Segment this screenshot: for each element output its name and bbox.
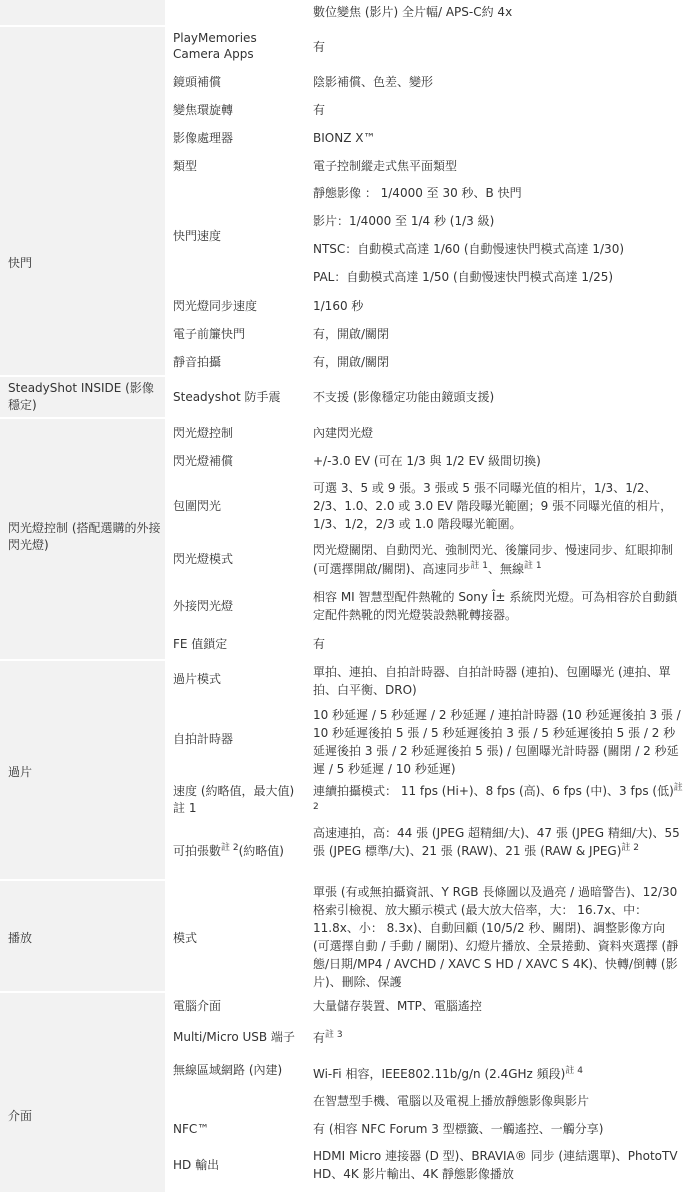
spec-label: 閃光燈同步速度 [173, 299, 258, 313]
spec-row-processor [165, 125, 700, 151]
spec-row-drive-mode [165, 661, 700, 703]
category-cell-interface [0, 993, 165, 1192]
spec-label: Multi/Micro USB 端子 [173, 1030, 295, 1044]
spec-value-text: 閃光燈關閉、自動閃光、強制閃光、後簾同步、慢速同步、紅眼抑制 (可選擇開啟/關閉)、高速同步 [313, 543, 674, 576]
footnote-ref: 註 4 [565, 1066, 583, 1076]
spec-label [173, 843, 303, 859]
spec-label [173, 783, 303, 817]
spec-label: Steadyshot 防手震 [173, 390, 281, 404]
spec-label-text: 可拍張數 [173, 844, 222, 858]
spec-row-speed [165, 779, 700, 821]
spec-value: 陰影補償、色差、變形 [313, 75, 434, 89]
spec-row-flash-control [165, 419, 700, 445]
spec-value: 內建閃光燈 [313, 426, 374, 440]
spec-label: 變焦環旋轉 [173, 103, 234, 117]
category-cell-flash [0, 419, 165, 659]
spec-value: BIONZ X™ [313, 131, 376, 145]
spec-row-steadyshot [165, 377, 700, 417]
spec-value [313, 782, 683, 820]
spec-value: 有，開啟/關閉 [313, 355, 390, 369]
spec-row-pc-interface [165, 993, 700, 1019]
spec-value-text: 連續拍攝模式： 11 fps (Hi+)、8 fps (高)、6 fps (中)、3 fps (低) [313, 784, 674, 798]
spec-row-efcs [165, 321, 700, 347]
spec-label: 模式 [173, 931, 198, 945]
footnote-ref: 註 1 [524, 561, 542, 571]
footnote-ref: 註 2 [221, 843, 239, 853]
spec-label: HD 輸出 [173, 1158, 220, 1172]
spec-label: 電腦介面 [173, 999, 222, 1013]
spec-label: 包圍閃光 [173, 499, 222, 513]
spec-value: 可選 3、5 或 9 張。3 張或 5 張不同曝光值的相片，1/3、1/2、2/3、1.0、2.0 或 3.0 EV 階段曝光範圍；9 張不同曝光值的相片，1/3、1/2，2/3 或 1.0 階段曝光範圍。 [313, 481, 673, 531]
spec-value [313, 824, 683, 860]
spec-label: 靜音拍攝 [173, 355, 222, 369]
category-label: 快門 [8, 256, 33, 270]
spec-row-wlan [165, 1057, 700, 1087]
spec-row-flash-mode [165, 537, 700, 581]
spec-value-text: 有 [313, 1031, 326, 1045]
spec-row-lens-comp [165, 69, 700, 95]
spec-row-fel [165, 631, 700, 659]
spec-row-self-timer [165, 705, 700, 777]
spec-label: 類型 [173, 159, 198, 173]
spec-value-text: Wi-Fi 相容，IEEE802.11b/g/n (2.4GHz 頻段) [313, 1067, 566, 1081]
spec-label: 電子前簾快門 [173, 327, 246, 341]
spec-value-movie: 影片：1/4000 至 1/4 秒 (1/3 級) [313, 214, 495, 228]
spec-value: 有 [313, 637, 326, 651]
spec-row-silent [165, 349, 700, 375]
spec-label: NFC™ [173, 1122, 210, 1136]
category-cell-top [0, 0, 165, 25]
spec-value-pal: PAL：自動模式高達 1/50 (自動慢速快門模式高達 1/25) [313, 270, 614, 284]
spec-label: 鏡頭補償 [173, 75, 222, 89]
spec-row-zoom-ring [165, 97, 700, 123]
spec-value: 有 (相容 NFC Forum 3 型標籤、一觸遙控、一觸分享) [313, 1122, 604, 1136]
spec-value: 不支援 (影像穩定功能由鏡頭支援) [313, 390, 495, 404]
spec-value: +/-3.0 EV (可在 1/3 與 1/2 EV 級間切換) [313, 454, 541, 468]
spec-value: 數位變焦 (影片) 全片幅/ APS-C約 4x [313, 5, 513, 19]
category-cell-steadyshot [0, 377, 165, 417]
spec-row-hdmi [165, 1145, 700, 1192]
spec-label: 影像處理器 [173, 131, 234, 145]
category-cell-shutter [0, 27, 165, 375]
spec-value-still: 靜態影像 ： 1/4000 至 30 秒、B 快門 [313, 186, 522, 200]
spec-value: HDMI Micro 連接器 (D 型)、BRAVIA® 同步 (連結選單)、PhotoTV HD、4K 影片輸出、4K 靜態影像播放 [313, 1149, 678, 1181]
category-label: 播放 [8, 931, 33, 945]
spec-row-playmemories [165, 27, 700, 67]
spec-label: 外接閃光燈 [173, 599, 234, 613]
spec-value [313, 1029, 683, 1047]
category-cell-playback [0, 881, 165, 991]
spec-label-text: 速度 (約略值，最大值) [173, 784, 295, 798]
footnote-ref: 註 3 [325, 1030, 343, 1040]
spec-label: 閃光燈模式 [173, 552, 234, 566]
spec-label: 閃光燈控制 [173, 426, 234, 440]
spec-value: 單張 (有或無拍攝資訊、Y RGB 長條圖以及過亮 / 過暗警告)、12/30 格索引檢視、放大顯示模式 (最大放大倍率，大： 16.7x、中： 11.8x、小： 8.3x)、自動回顧 (10/5/2 秒、關閉)、調整影像方向 (可選擇自動 / 手動 / 關閉)、幻燈片播放、全景捲動、資料夾選擇 (靜態/日期/MP4 / AVCHD / XAVC S HD / XAVC S 4K)、快轉/倒轉 (影片)、刪除、保護 [313, 885, 679, 989]
spec-row-play-mode [165, 881, 700, 991]
spec-row-wlan-play [165, 1089, 700, 1113]
spec-label: 過片模式 [173, 672, 222, 686]
category-label: 閃光燈控制 (搭配選購的外接閃光燈) [8, 521, 161, 552]
spec-value: 單拍、連拍、自拍計時器、自拍計時器 (連拍)、包圍曝光 (連拍、單拍、白平衡、DRO) [313, 665, 671, 697]
spec-value-text: 高速連拍，高：44 張 (JPEG 超精細/大)、47 張 (JPEG 精細/大)、55 張 (JPEG 標準/大)、21 張 (RAW)、21 張 (RAW & JPEG) [313, 826, 680, 858]
spec-value [313, 541, 683, 579]
category-label: SteadyShot INSIDE (影像穩定) [8, 381, 154, 412]
spec-value-ntsc: NTSC：自動模式高達 1/60 (自動慢速快門模式高達 1/30) [313, 242, 625, 256]
spec-label: 快門速度 [173, 229, 222, 243]
spec-label: PlayMemories Camera Apps [173, 31, 257, 61]
spec-value [313, 1065, 683, 1083]
spec-label: 自拍計時器 [173, 732, 234, 746]
footnote-ref: 註 2 [313, 783, 683, 812]
spec-row-flash-comp [165, 447, 700, 475]
spec-label: 閃光燈補償 [173, 454, 234, 468]
spec-label: 無線區域網路 (內建) [173, 1063, 283, 1077]
spec-row-shutter-type [165, 153, 700, 179]
spec-row-digital-zoom [165, 0, 700, 25]
spec-row-frames [165, 823, 700, 879]
spec-value: 10 秒延遲 / 5 秒延遲 / 2 秒延遲 / 連拍計時器 (10 秒延遲後拍 3 張 / 10 秒延遲後拍 5 張 / 5 秒延遲後拍 3 張 / 5 秒延遲後拍 5 張 / 2 秒延遲後拍 3 張 / 2 秒延遲後拍 5 張) / 包圍曝光計時器 (關閉 / 2 秒延遲 / 5 秒延遲 / 10 秒延遲) [313, 708, 681, 776]
spec-row-flash-bracket [165, 477, 700, 535]
footnote-ref: 註 2 [621, 843, 639, 853]
spec-value: 電子控制縱走式焦平面類型 [313, 159, 458, 173]
spec-value: 相容 MI 智慧型配件熱靴的 Sony Î± 系統閃光燈。可為相容於自動鎖定配件熱靴的閃光燈裝設熱靴轉接器。 [313, 590, 678, 622]
spec-value: 有，開啟/關閉 [313, 327, 390, 341]
spec-row-ext-flash [165, 583, 700, 629]
spec-row-nfc [165, 1115, 700, 1143]
spec-label-text: (約略值) [238, 844, 284, 858]
footnote-ref: 註 1 [173, 801, 197, 815]
spec-row-usb [165, 1021, 700, 1055]
spec-row-shutter-speed [165, 181, 700, 291]
spec-value-text: 、無線 [488, 562, 525, 576]
spec-value: 大量儲存裝置、MTP、電腦遙控 [313, 999, 482, 1013]
spec-row-flash-sync [165, 293, 700, 319]
spec-value: 有 [313, 103, 326, 117]
spec-value: 在智慧型手機、電腦以及電視上播放靜態影像與影片 [313, 1094, 590, 1108]
category-label: 過片 [8, 765, 33, 779]
category-label: 介面 [8, 1109, 33, 1123]
category-cell-drive [0, 661, 165, 879]
footnote-ref: 註 1 [470, 561, 489, 571]
spec-label: FE 值鎖定 [173, 637, 228, 651]
spec-value: 有 [313, 40, 326, 54]
spec-value: 1/160 秒 [313, 299, 364, 313]
